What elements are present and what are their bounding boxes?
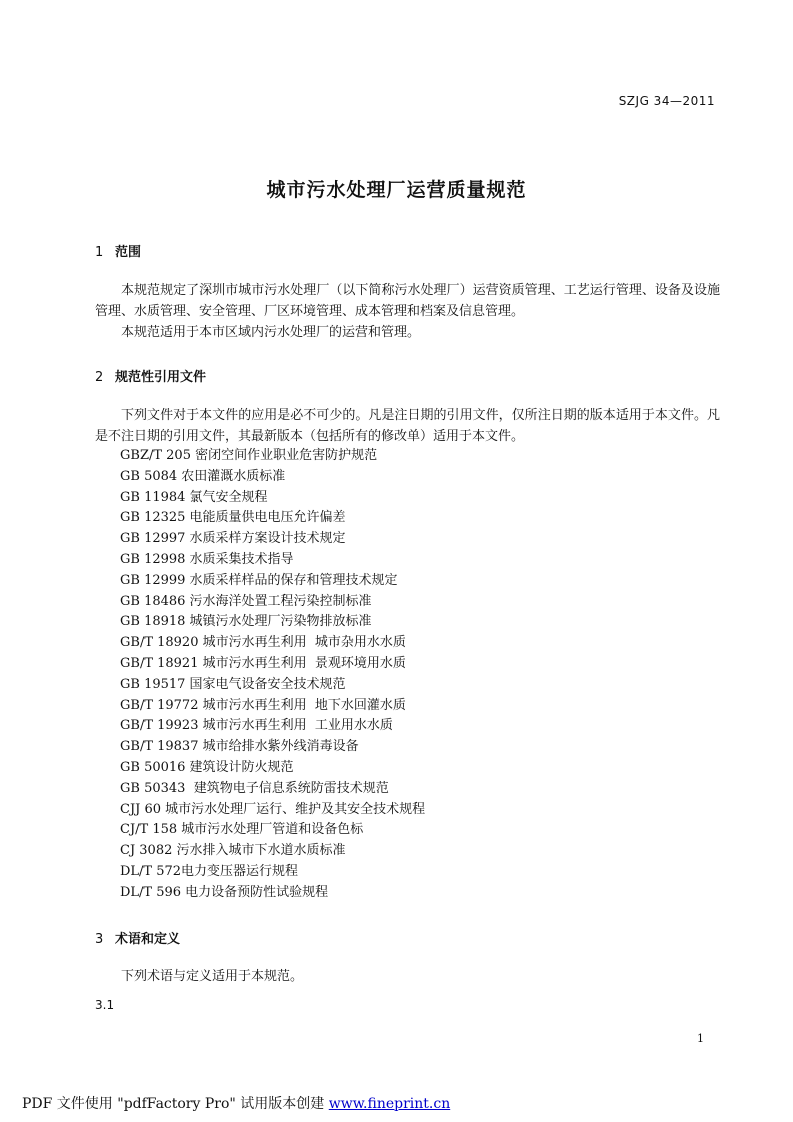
pdf-footer — [22, 1093, 450, 1113]
reference-item: DL/T 596 电力设备预防性试验规程 — [120, 884, 329, 900]
page-number: 1 — [697, 1032, 704, 1045]
section-body — [95, 966, 720, 987]
section-heading — [95, 928, 180, 947]
paragraph: 本规范规定了深圳市城市污水处理厂（以下简称污水处理厂）运营资质管理、工艺运行管理、设备及设施管理、水质管理、安全管理、厂区环境管理、成本管理和档案及信息管理。 — [95, 283, 720, 319]
section-number: 2 — [95, 370, 104, 385]
section-body — [95, 280, 720, 343]
reference-list — [120, 446, 425, 904]
section-body — [95, 405, 720, 447]
section-heading — [95, 366, 206, 385]
reference-item: GB 18918 城镇污水处理厂污染物排放标准 — [120, 614, 372, 630]
reference-item: GB 12998 水质采集技术指导 — [120, 551, 294, 567]
footer-link[interactable]: www.fineprint.cn — [328, 1096, 451, 1112]
reference-item: GB/T 18920 城市污水再生利用 城市杂用水水质 — [120, 635, 406, 651]
reference-item: GB/T 19837 城市给排水紫外线消毒设备 — [120, 739, 359, 755]
reference-item: CJ/T 158 城市污水处理厂管道和设备色标 — [120, 822, 364, 838]
reference-item: GB 12999 水质采样样品的保存和管理技术规定 — [120, 572, 398, 588]
page-title: 城市污水处理厂运营质量规范 — [266, 179, 527, 201]
section-title: 范围 — [115, 245, 142, 260]
paragraph: 本规范适用于本市区域内污水处理厂的运营和管理。 — [121, 325, 421, 340]
reference-item: GB 11984 氯气安全规程 — [120, 489, 268, 505]
reference-item: GB 12325 电能质量供电电压允许偏差 — [120, 510, 346, 526]
reference-item: GB 50343 建筑物电子信息系统防雷技术规范 — [120, 780, 389, 796]
section-title: 规范性引用文件 — [115, 370, 207, 385]
section-heading — [95, 241, 141, 260]
reference-item: GB/T 19923 城市污水再生利用 工业用水水质 — [120, 718, 393, 734]
reference-item: GBZ/T 205 密闭空间作业职业危害防护规范 — [120, 448, 378, 463]
paragraph: 下列术语与定义适用于本规范。 — [121, 969, 304, 984]
reference-item: DL/T 572电力变压器运行规程 — [120, 863, 299, 879]
subsection-number: 3.1 — [95, 998, 115, 1012]
reference-item: GB 19517 国家电气设备安全技术规范 — [120, 676, 346, 692]
paragraph: 下列文件对于本文件的应用是必不可少的。凡是注日期的引用文件，仅所注日期的版本适用于本文件。凡是不注日期的引用文件，其最新版本（包括所有的修改单）适用于本文件。 — [95, 408, 720, 444]
reference-item: GB/T 19772 城市污水再生利用 地下水回灌水质 — [120, 697, 406, 713]
reference-item: CJJ 60 城市污水处理厂运行、维护及其安全技术规程 — [120, 801, 426, 817]
reference-item: GB/T 18921 城市污水再生利用 景观环境用水质 — [120, 655, 406, 671]
section-number: 1 — [95, 245, 104, 260]
reference-item: GB 18486 污水海洋处置工程污染控制标准 — [120, 593, 372, 609]
reference-item: CJ 3082 污水排入城市下水道水质标准 — [120, 843, 346, 859]
document-number: SZJG 34—2011 — [618, 94, 715, 108]
reference-item: GB 50016 建筑设计防火规范 — [120, 759, 294, 775]
reference-item: GB 5084 农田灌溉水质标准 — [120, 468, 286, 484]
reference-item: GB 12997 水质采样方案设计技术规定 — [120, 531, 346, 547]
footer-text: PDF 文件使用 "pdfFactory Pro" 试用版本创建 — [22, 1096, 329, 1112]
section-number: 3 — [95, 932, 104, 947]
section-title: 术语和定义 — [115, 932, 181, 947]
